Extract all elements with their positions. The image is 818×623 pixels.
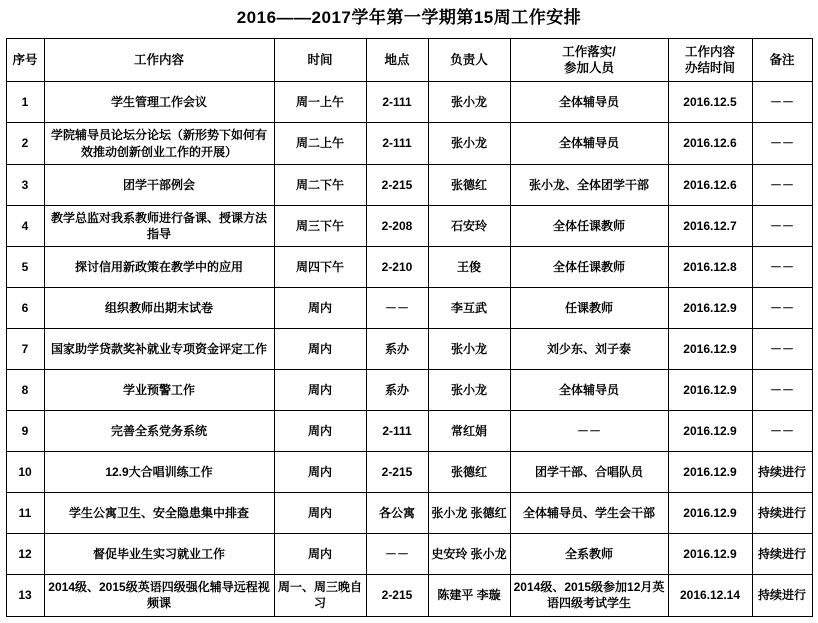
cell-owner: 张德红 [428,452,510,493]
column-header-owner-line1: 负责人 [450,52,488,67]
cell-note: 持续进行 [752,493,812,534]
cell-place: 2-111 [366,411,428,452]
cell-due: 2016.12.8 [668,247,752,288]
table-row [6,82,812,123]
cell-place: 2-111 [366,123,428,164]
cell-due: 2016.12.9 [668,370,752,411]
column-header-participants-line1: 工作落实/ [562,44,616,59]
table-row [6,575,812,616]
cell-note: －－ [752,123,812,164]
cell-due: 2016.12.14 [668,575,752,616]
cell-due: 2016.12.6 [668,123,752,164]
cell-note: －－ [752,411,812,452]
column-header-note [752,39,812,82]
cell-index: 7 [6,329,44,370]
cell-owner: 陈建平 李璇 [428,575,510,616]
cell-index: 8 [6,370,44,411]
cell-place: －－ [366,534,428,575]
table-header-row [6,39,812,82]
cell-participants: 全体辅导员 [510,123,668,164]
table-row [6,329,812,370]
table-row [6,452,812,493]
cell-owner: 张小龙 [428,82,510,123]
cell-due: 2016.12.6 [668,164,752,205]
cell-index: 2 [6,123,44,164]
cell-note: －－ [752,205,812,246]
cell-owner: 李互武 [428,288,510,329]
cell-note: －－ [752,288,812,329]
cell-owner: 石安玲 [428,205,510,246]
cell-index: 4 [6,205,44,246]
cell-time: 周二上午 [274,123,366,164]
cell-task: 教学总监对我系教师进行备课、授课方法指导 [44,205,274,246]
cell-task: 学院辅导员论坛分论坛（新形势下如何有效推动创新创业工作的开展） [44,123,274,164]
cell-time: 周内 [274,452,366,493]
cell-place: 2-215 [366,575,428,616]
cell-note: －－ [752,370,812,411]
cell-time: 周内 [274,493,366,534]
page-title: 2016——2017学年第一学期第15周工作安排 [236,8,582,27]
cell-owner: 王俊 [428,247,510,288]
column-header-index [6,39,44,82]
column-header-due-line2: 办结时间 [684,61,735,76]
cell-due: 2016.12.9 [668,329,752,370]
cell-time: 周一、周三晚自习 [274,575,366,616]
column-header-participants-line2: 参加人员 [563,61,614,76]
cell-task: 团学干部例会 [44,164,274,205]
cell-time: 周四下午 [274,247,366,288]
table-row [6,123,812,164]
cell-note: －－ [752,82,812,123]
cell-participants: 全体任课教师 [510,205,668,246]
column-header-index-line1: 序号 [12,52,38,67]
cell-participants: 全体辅导员 [510,370,668,411]
cell-participants: 2014级、2015级参加12月英语四级考试学生 [510,575,668,616]
column-header-due-line1: 工作内容 [684,44,735,59]
cell-place: －－ [366,288,428,329]
cell-time: 周一上午 [274,82,366,123]
cell-owner: 张小龙 [428,123,510,164]
cell-owner: 张小龙 [428,370,510,411]
cell-time: 周内 [274,288,366,329]
cell-task: 2014级、2015级英语四级强化辅导远程视频课 [44,575,274,616]
cell-index: 3 [6,164,44,205]
cell-index: 1 [6,82,44,123]
cell-place: 各公寓 [366,493,428,534]
cell-due: 2016.12.9 [668,493,752,534]
column-header-participants [510,39,668,82]
table-header [6,39,812,82]
cell-participants: 任课教师 [510,288,668,329]
table-row [6,534,812,575]
cell-note: 持续进行 [752,575,812,616]
cell-owner: 张小龙 张德红 [428,493,510,534]
column-header-place-line1: 地点 [384,52,410,67]
column-header-due [668,39,752,82]
cell-participants: 全系教师 [510,534,668,575]
table-row [6,370,812,411]
cell-participants: 刘少东、刘子泰 [510,329,668,370]
cell-index: 5 [6,247,44,288]
cell-task: 督促毕业生实习就业工作 [44,534,274,575]
cell-participants: 张小龙、全体团学干部 [510,164,668,205]
cell-time: 周内 [274,534,366,575]
cell-due: 2016.12.5 [668,82,752,123]
cell-time: 周内 [274,411,366,452]
cell-place: 系办 [366,370,428,411]
cell-task: 完善全系党务系统 [44,411,274,452]
cell-participants: 全体辅导员、学生会干部 [510,493,668,534]
cell-index: 6 [6,288,44,329]
cell-place: 2-215 [366,164,428,205]
cell-owner: 常红娟 [428,411,510,452]
table-row [6,164,812,205]
cell-place: 2-210 [366,247,428,288]
cell-due: 2016.12.9 [668,452,752,493]
column-header-task [44,39,274,82]
cell-note: －－ [752,247,812,288]
cell-note: 持续进行 [752,452,812,493]
table-row [6,247,812,288]
cell-owner: 张小龙 [428,329,510,370]
table-row [6,411,812,452]
cell-note: －－ [752,164,812,205]
column-header-time [274,39,366,82]
column-header-place [366,39,428,82]
cell-due: 2016.12.7 [668,205,752,246]
column-header-note-line1: 备注 [769,52,795,67]
column-header-task-line1: 工作内容 [133,52,184,67]
cell-place: 系办 [366,329,428,370]
table-row [6,493,812,534]
cell-participants: 全体辅导员 [510,82,668,123]
cell-task: 12.9大合唱训练工作 [44,452,274,493]
cell-index: 13 [6,575,44,616]
cell-note: 持续进行 [752,534,812,575]
column-header-owner [428,39,510,82]
cell-task: 组织教师出期末试卷 [44,288,274,329]
table-row [6,288,812,329]
cell-place: 2-208 [366,205,428,246]
cell-index: 11 [6,493,44,534]
cell-time: 周内 [274,329,366,370]
column-header-time-line1: 时间 [307,52,333,67]
cell-task: 学生管理工作会议 [44,82,274,123]
table-row [6,205,812,246]
cell-participants: －－ [510,411,668,452]
cell-due: 2016.12.9 [668,288,752,329]
cell-task: 学业预警工作 [44,370,274,411]
cell-owner: 张德红 [428,164,510,205]
cell-time: 周二下午 [274,164,366,205]
cell-index: 10 [6,452,44,493]
cell-due: 2016.12.9 [668,534,752,575]
cell-time: 周内 [274,370,366,411]
cell-place: 2-215 [366,452,428,493]
table-body [6,82,812,616]
cell-task: 探讨信用新政策在教学中的应用 [44,247,274,288]
cell-task: 学生公寓卫生、安全隐患集中排查 [44,493,274,534]
cell-owner: 史安玲 张小龙 [428,534,510,575]
cell-participants: 全体任课教师 [510,247,668,288]
cell-place: 2-111 [366,82,428,123]
weekly-schedule-table [6,38,813,616]
cell-time: 周三下午 [274,205,366,246]
cell-index: 12 [6,534,44,575]
cell-index: 9 [6,411,44,452]
cell-task: 国家助学贷款奖补就业专项资金评定工作 [44,329,274,370]
cell-due: 2016.12.9 [668,411,752,452]
cell-note: －－ [752,329,812,370]
cell-participants: 团学干部、合唱队员 [510,452,668,493]
